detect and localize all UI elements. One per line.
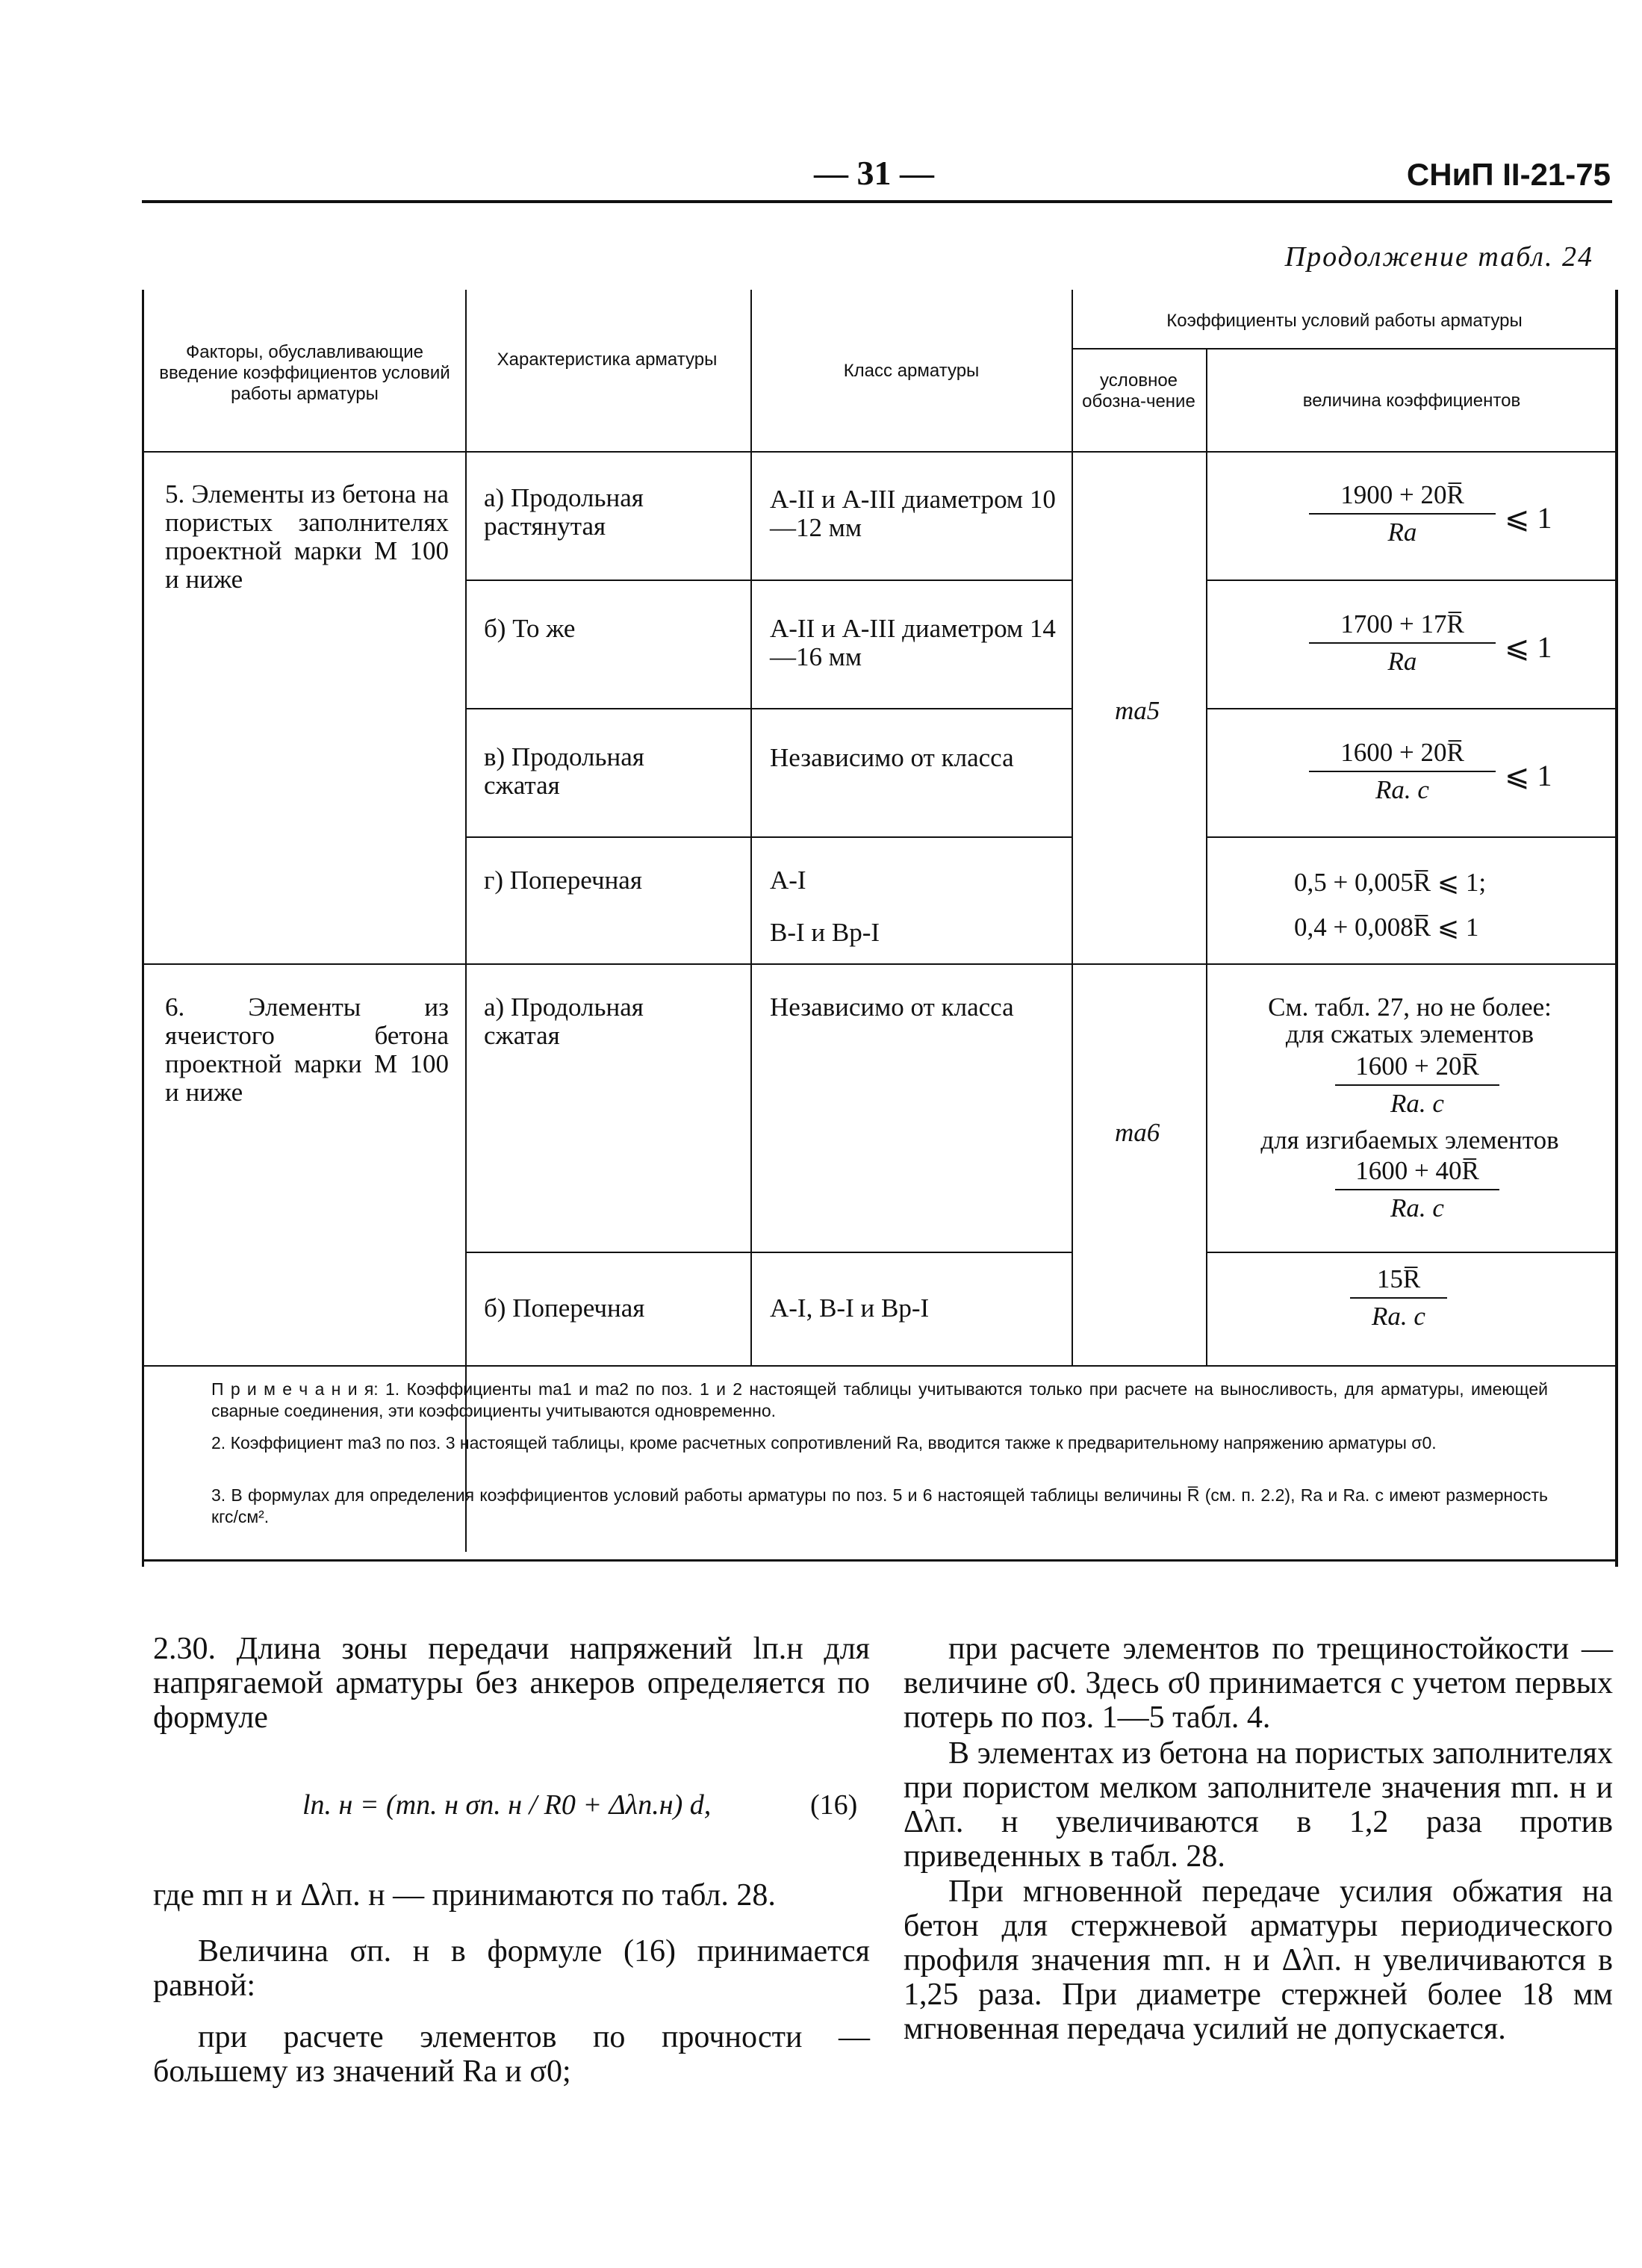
document-code: СНиП II-21-75 <box>1406 157 1611 192</box>
row5b-characteristic: б) То же <box>484 614 576 643</box>
paragraph-where: где mп н и Δλп. н — принимаются по табл. 28. <box>153 1878 776 1913</box>
row6b-class: А-I, В-I и Вр-I <box>770 1293 930 1323</box>
row6b-characteristic: б) Поперечная <box>484 1293 645 1323</box>
row5d-characteristic: г) Поперечная <box>484 866 642 895</box>
header-characteristic: Характеристика арматуры <box>497 349 718 370</box>
col-divider <box>465 290 467 1552</box>
row5b-relation: ⩽ 1 <box>1505 630 1552 664</box>
fraction-numerator: 1900 + 20R̅ <box>1309 480 1496 515</box>
row-divider <box>1206 1252 1615 1253</box>
note-2: 2. Коэффициент mа3 по поз. 3 настоящей таблицы, кроме расчетных сопротивлений Rа, вводится также к предварительному напряжению арматуры σ0. <box>211 1433 1437 1453</box>
fraction-numerator: 1700 + 17R̅ <box>1309 609 1496 644</box>
header-value: величина коэффициентов <box>1302 391 1521 411</box>
note-3: 3. В формулах для определения коэффициентов условий работы арматуры по поз. 5 и 6 настоящей таблицы величины R̅ (см. п. 2.2), Rа и Rа. с имеют размерность кгс/см². <box>211 1485 1548 1526</box>
row5c-fraction <box>1309 738 1496 805</box>
row5d-value-2: 0,4 + 0,008R̅ ⩽ 1 <box>1294 913 1479 942</box>
row5d-class-1: А-I <box>770 866 806 895</box>
fraction-denominator: Rа. с <box>1372 1302 1425 1331</box>
row5a-characteristic: а) Продольная растянутая <box>484 483 644 541</box>
fraction-numerator: 15R̅ <box>1350 1264 1447 1299</box>
row6a-value-text-3: для изгибаемых элементов <box>1260 1125 1559 1155</box>
row5c-class: Независимо от класса <box>770 743 1014 772</box>
row5d-value-1: 0,5 + 0,005R̅ ⩽ 1; <box>1294 868 1487 897</box>
formula-16: lп. н = (mп. н σп. н / R0 + Δλп.н) d, <box>302 1789 712 1821</box>
header-factors: Факторы, обуславливающие введение коэффициентов условий работы арматуры <box>159 342 450 404</box>
row-divider <box>144 963 1615 965</box>
fraction-denominator: Rа. с <box>1390 1089 1444 1118</box>
row6a-value-text-2: для сжатых элементов <box>1285 1019 1534 1048</box>
header-bottom-line <box>144 451 1615 453</box>
row5a-fraction <box>1309 480 1496 547</box>
page-number: — 31 — <box>814 154 934 192</box>
paragraph-strength: при расчете элементов по прочности — большему из значений Rа и σ0; <box>153 2020 870 2089</box>
paragraph-sigma: Величина σп. н в формуле (16) принимается равной: <box>153 1934 870 2003</box>
row-divider <box>1206 708 1615 709</box>
row5-symbol: mа5 <box>1115 696 1160 725</box>
fraction-denominator: Rа <box>1387 518 1417 547</box>
row6-symbol: mа6 <box>1115 1118 1160 1147</box>
row6a-characteristic: а) Продольная сжатая <box>484 992 644 1050</box>
paragraph-instant: При мгновенной передаче усилия обжатия на бетон для стержневой арматуры периодического профиля значения mп. н и Δλп. н увеличиваются в 1,25 раза. При диаметре стержней более 18 мм мгновенная передача усилий не допускается. <box>904 1874 1613 2046</box>
coefficients-table <box>142 290 1618 1567</box>
table-bottom <box>144 1559 1615 1562</box>
row6a-class: Независимо от класса <box>770 992 1014 1022</box>
fraction-numerator: 1600 + 40R̅ <box>1335 1156 1499 1190</box>
paragraph-porous: В элементах из бетона на пористых заполнителях при пористом мелком заполнителе значения mп. н и Δλп. н увеличиваются в 1,2 раза против приведенных в табл. 28. <box>904 1736 1613 1874</box>
fraction-numerator: 1600 + 20R̅ <box>1335 1051 1499 1086</box>
header-symbol: условное обозна-чение <box>1082 370 1195 411</box>
header-class: Класс арматуры <box>843 361 980 381</box>
row5-factor: 5. Элементы из бетона на пористых заполнителях проектной марки М 100 и ниже <box>165 479 449 594</box>
fraction-denominator: Rа. с <box>1375 775 1429 804</box>
formula-number: (16) <box>810 1789 858 1821</box>
table-body-bottom <box>144 1365 1615 1367</box>
row6b-fraction <box>1350 1264 1447 1332</box>
paragraph-crack: при расчете элементов по трещиностойкости — величине σ0. Здесь σ0 принимается с учетом первых потерь по поз. 1—5 табл. 4. <box>904 1632 1613 1735</box>
col-divider <box>1206 349 1207 1365</box>
row6a-fraction-1 <box>1335 1051 1499 1119</box>
row-divider <box>1072 348 1615 349</box>
row-divider <box>1206 836 1615 838</box>
header-rule <box>142 200 1612 203</box>
fraction-denominator: Rа. с <box>1390 1193 1444 1222</box>
table-caption: Продолжение табл. 24 <box>1284 241 1593 273</box>
row-divider <box>465 708 1072 709</box>
row-divider <box>465 580 1072 581</box>
row6a-fraction-2 <box>1335 1156 1499 1223</box>
header-coeff-group: Коэффициенты условий работы арматуры <box>1166 311 1523 331</box>
row5d-class-2: В-I и Вр-I <box>770 918 880 947</box>
row-divider <box>1206 580 1615 581</box>
row5b-class: А-II и А-III диаметром 14—16 мм <box>770 614 1056 671</box>
row6a-value-text-1: См. табл. 27, но не более: <box>1268 992 1552 1022</box>
note-1: П р и м е ч а н и я: 1. Коэффициенты mа1 и mа2 по поз. 1 и 2 настоящей таблицы учитываются только при расчете на выносливость, для арматуры, имеющей сварные соединения, эти коэффициенты учитываются одновременно. <box>211 1379 1548 1420</box>
fraction-denominator: Rа <box>1387 647 1417 676</box>
row-divider <box>465 836 1072 838</box>
fraction-numerator: 1600 + 20R̅ <box>1309 738 1496 772</box>
row6-factor: 6. Элементы из ячеистого бетона проектной марки М 100 и ниже <box>165 992 449 1107</box>
row5a-relation: ⩽ 1 <box>1505 501 1552 535</box>
row5c-characteristic: в) Продольная сжатая <box>484 742 644 800</box>
row-divider <box>465 1252 1072 1253</box>
row5a-class: А-II и А-III диаметром 10—12 мм <box>770 485 1056 542</box>
paragraph-2-30: 2.30. Длина зоны передачи напряжений lп.н для напрягаемой арматуры без анкеров определяется по формуле <box>153 1632 870 1735</box>
row5c-relation: ⩽ 1 <box>1505 759 1552 792</box>
row5b-fraction <box>1309 609 1496 677</box>
